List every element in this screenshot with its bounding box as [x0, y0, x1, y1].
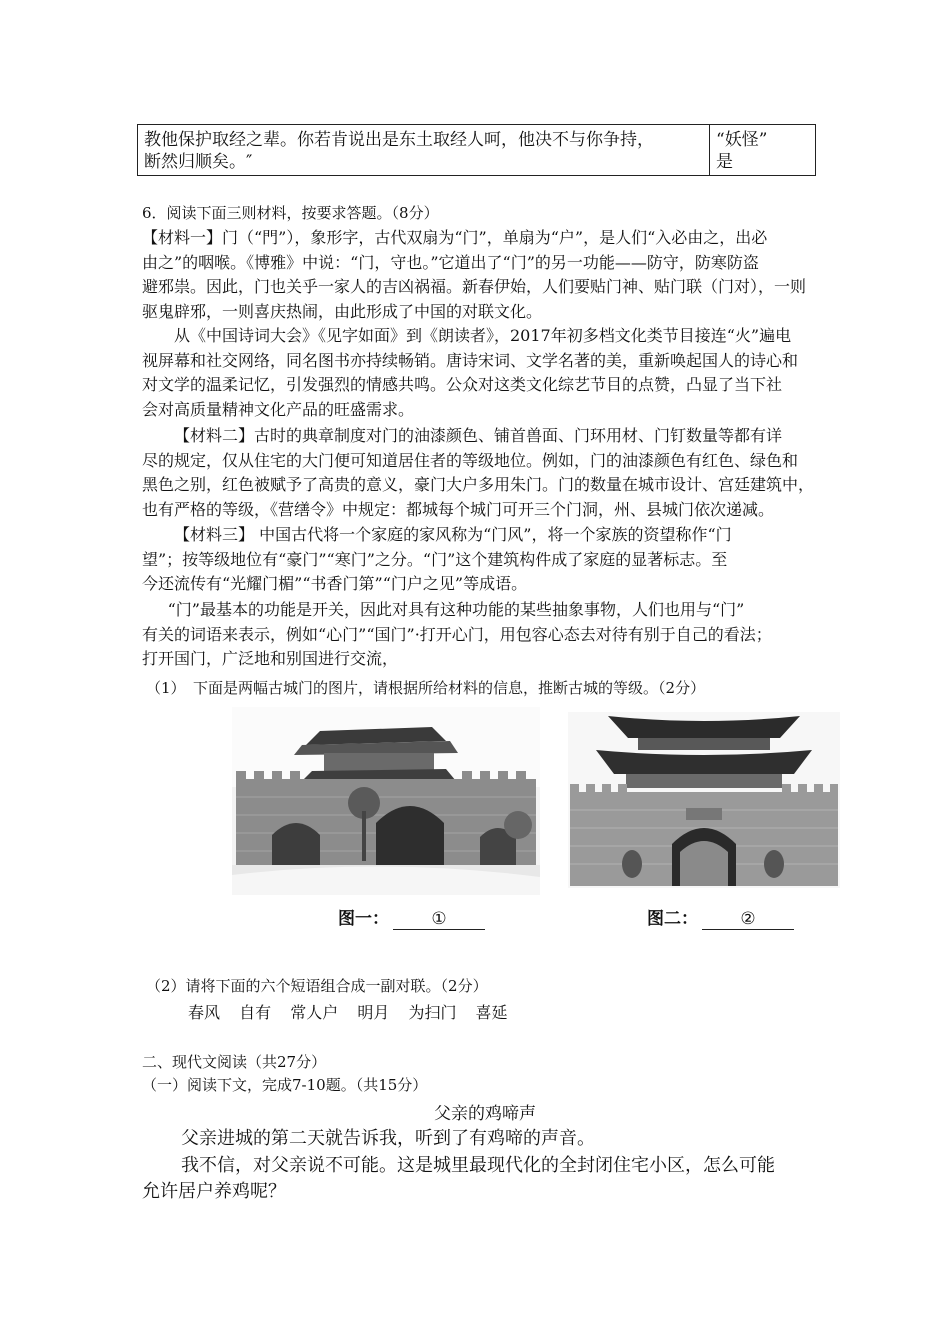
phrase: 自有: [239, 1003, 272, 1022]
table-cell-text: [138, 125, 710, 175]
text-line: 今还流传有“光耀门楣”“书香门第”“门户之见”等成语。: [142, 574, 528, 593]
text-line: 避邪祟。因此，门也关乎一家人的吉凶祸福。新春伊始，人们要贴门神、贴门联（门对），一则: [142, 277, 807, 296]
sub-question-2: （2）请将下面的六个短语组合成一副对联。（2分）: [146, 977, 488, 995]
figure-2-answer-blank[interactable]: ②: [702, 909, 794, 930]
paragraph-programs: [142, 324, 822, 422]
phrase: 明月: [357, 1003, 390, 1022]
text-line: 对文学的温柔记忆，引发强烈的情感共鸣。公众对这类文化综艺节目的点赞，凸显了当下社: [142, 375, 783, 394]
phrase-list: [188, 1000, 522, 1023]
phrase: 春风: [188, 1003, 221, 1022]
city-gate-photo-1: [232, 707, 540, 895]
material-two: [142, 424, 822, 522]
figure-1-label: 图一：: [338, 909, 389, 929]
text-line: 黑色之别，红色被赋予了高贵的意义，豪门大户多用朱门。门的数量在城市设计、宫廷建筑中，: [142, 475, 815, 494]
story-title-text: 父亲的鸡啼声: [434, 1104, 536, 1124]
paragraph-door-function: [142, 598, 822, 672]
story-paragraph-2-line-1: 我不信，对父亲说不可能。这是城里最现代化的全封闭住宅小区，怎么可能: [181, 1155, 775, 1176]
text-line: 【材料三】 中国古代将一个家庭的家风称为“门风”，将一个家族的资望称作“门: [174, 525, 732, 544]
phrase: 喜延: [475, 1003, 508, 1022]
story-title: [0, 1099, 950, 1124]
phrase: 为扫门: [408, 1003, 457, 1022]
city-gate-photo-2: [568, 712, 840, 888]
text-line: 从《中国诗词大会》《见字如面》到《朗读者》，2017年初多档文化类节目接连“火”遍电: [174, 326, 792, 345]
phrase: 常人户: [290, 1003, 339, 1022]
story-paragraph-1: 父亲进城的第二天就告诉我，听到了有鸡啼的声音。: [181, 1128, 595, 1149]
table-cell-line: 教他保护取经之辈。你若肯说出是东土取经人呵，他决不与你争持，: [144, 130, 654, 150]
table-cell-answer: [710, 125, 815, 175]
table-cell-line: “妖怪”: [716, 130, 768, 150]
material-three: [142, 523, 822, 597]
text-line: 由之”的咽喉。《博雅》中说：“门，守也。”它道出了“门”的另一功能——防守，防寒防盗: [142, 252, 759, 272]
city-gate-1-image: [232, 707, 540, 895]
table-cell-line: 断然归顺矣。″: [144, 152, 253, 172]
text-line: “门”最基本的功能是开关，因此对具有这种功能的某些抽象事物，人们也用与“门”: [167, 600, 745, 619]
text-line: 望”；按等级地位有“豪门”“寒门”之分。“门”这个建筑构件成了家庭的显著标志。至: [142, 549, 728, 569]
text-line: 尽的规定，仅从住宅的大门便可知道居住者的等级地位。例如，门的油漆颜色有红色、绿色和: [142, 450, 799, 470]
text-line: 打开国门，广泛地和别国进行交流，: [142, 649, 399, 668]
text-line: 有关的词语来表示，例如“心门”“国门”·打开心门，用包容心态去对待有别于自己的看法；: [142, 624, 772, 644]
text-line: 驱鬼辟邪，一则喜庆热闹，由此形成了中国的对联文化。: [142, 301, 543, 321]
story-paragraph-2-line-2: 允许居户养鸡呢？: [142, 1181, 286, 1202]
text-line: 也有严格的等级，《营缮令》中规定：都城每个城门可开三个门洞，州、县城门依次递减。: [142, 499, 775, 519]
table-cell-line: 是: [716, 152, 733, 172]
sub-question-1: （1） 下面是两幅古城门的图片，请根据所给材料的信息，推断古城的等级。（2分）: [146, 679, 706, 697]
city-gate-2-image: [568, 712, 840, 888]
answer-table: [137, 124, 816, 176]
section-2-heading: 二、现代文阅读（共27分）: [142, 1053, 327, 1071]
text-line: 【材料二】古时的典章制度对门的油漆颜色、铺首兽面、门环用材、门钉数量等都有详: [174, 426, 783, 445]
figure-2-caption: [647, 904, 794, 930]
figure-1-caption: [338, 904, 485, 930]
material-one: [142, 226, 822, 324]
question-6-heading: 6．阅读下面三则材料，按要求答题。（8分）: [142, 204, 439, 222]
figure-2-label: 图二：: [647, 909, 698, 929]
figure-1-answer-blank[interactable]: ①: [393, 909, 485, 930]
text-line: 视屏幕和社交网络，同名图书亦持续畅销。唐诗宋词、文学名著的美，重新唤起国人的诗心和: [142, 350, 799, 370]
text-line: 【材料一】门（“門”），象形字，古代双扇为“门”，单扇为“户”，是人们“入必由之，出必: [142, 228, 768, 247]
text-line: 会对高质量精神文化产品的旺盛需求。: [142, 399, 415, 419]
section-2-sub-heading: （一）阅读下文，完成7-10题。（共15分）: [142, 1076, 428, 1094]
